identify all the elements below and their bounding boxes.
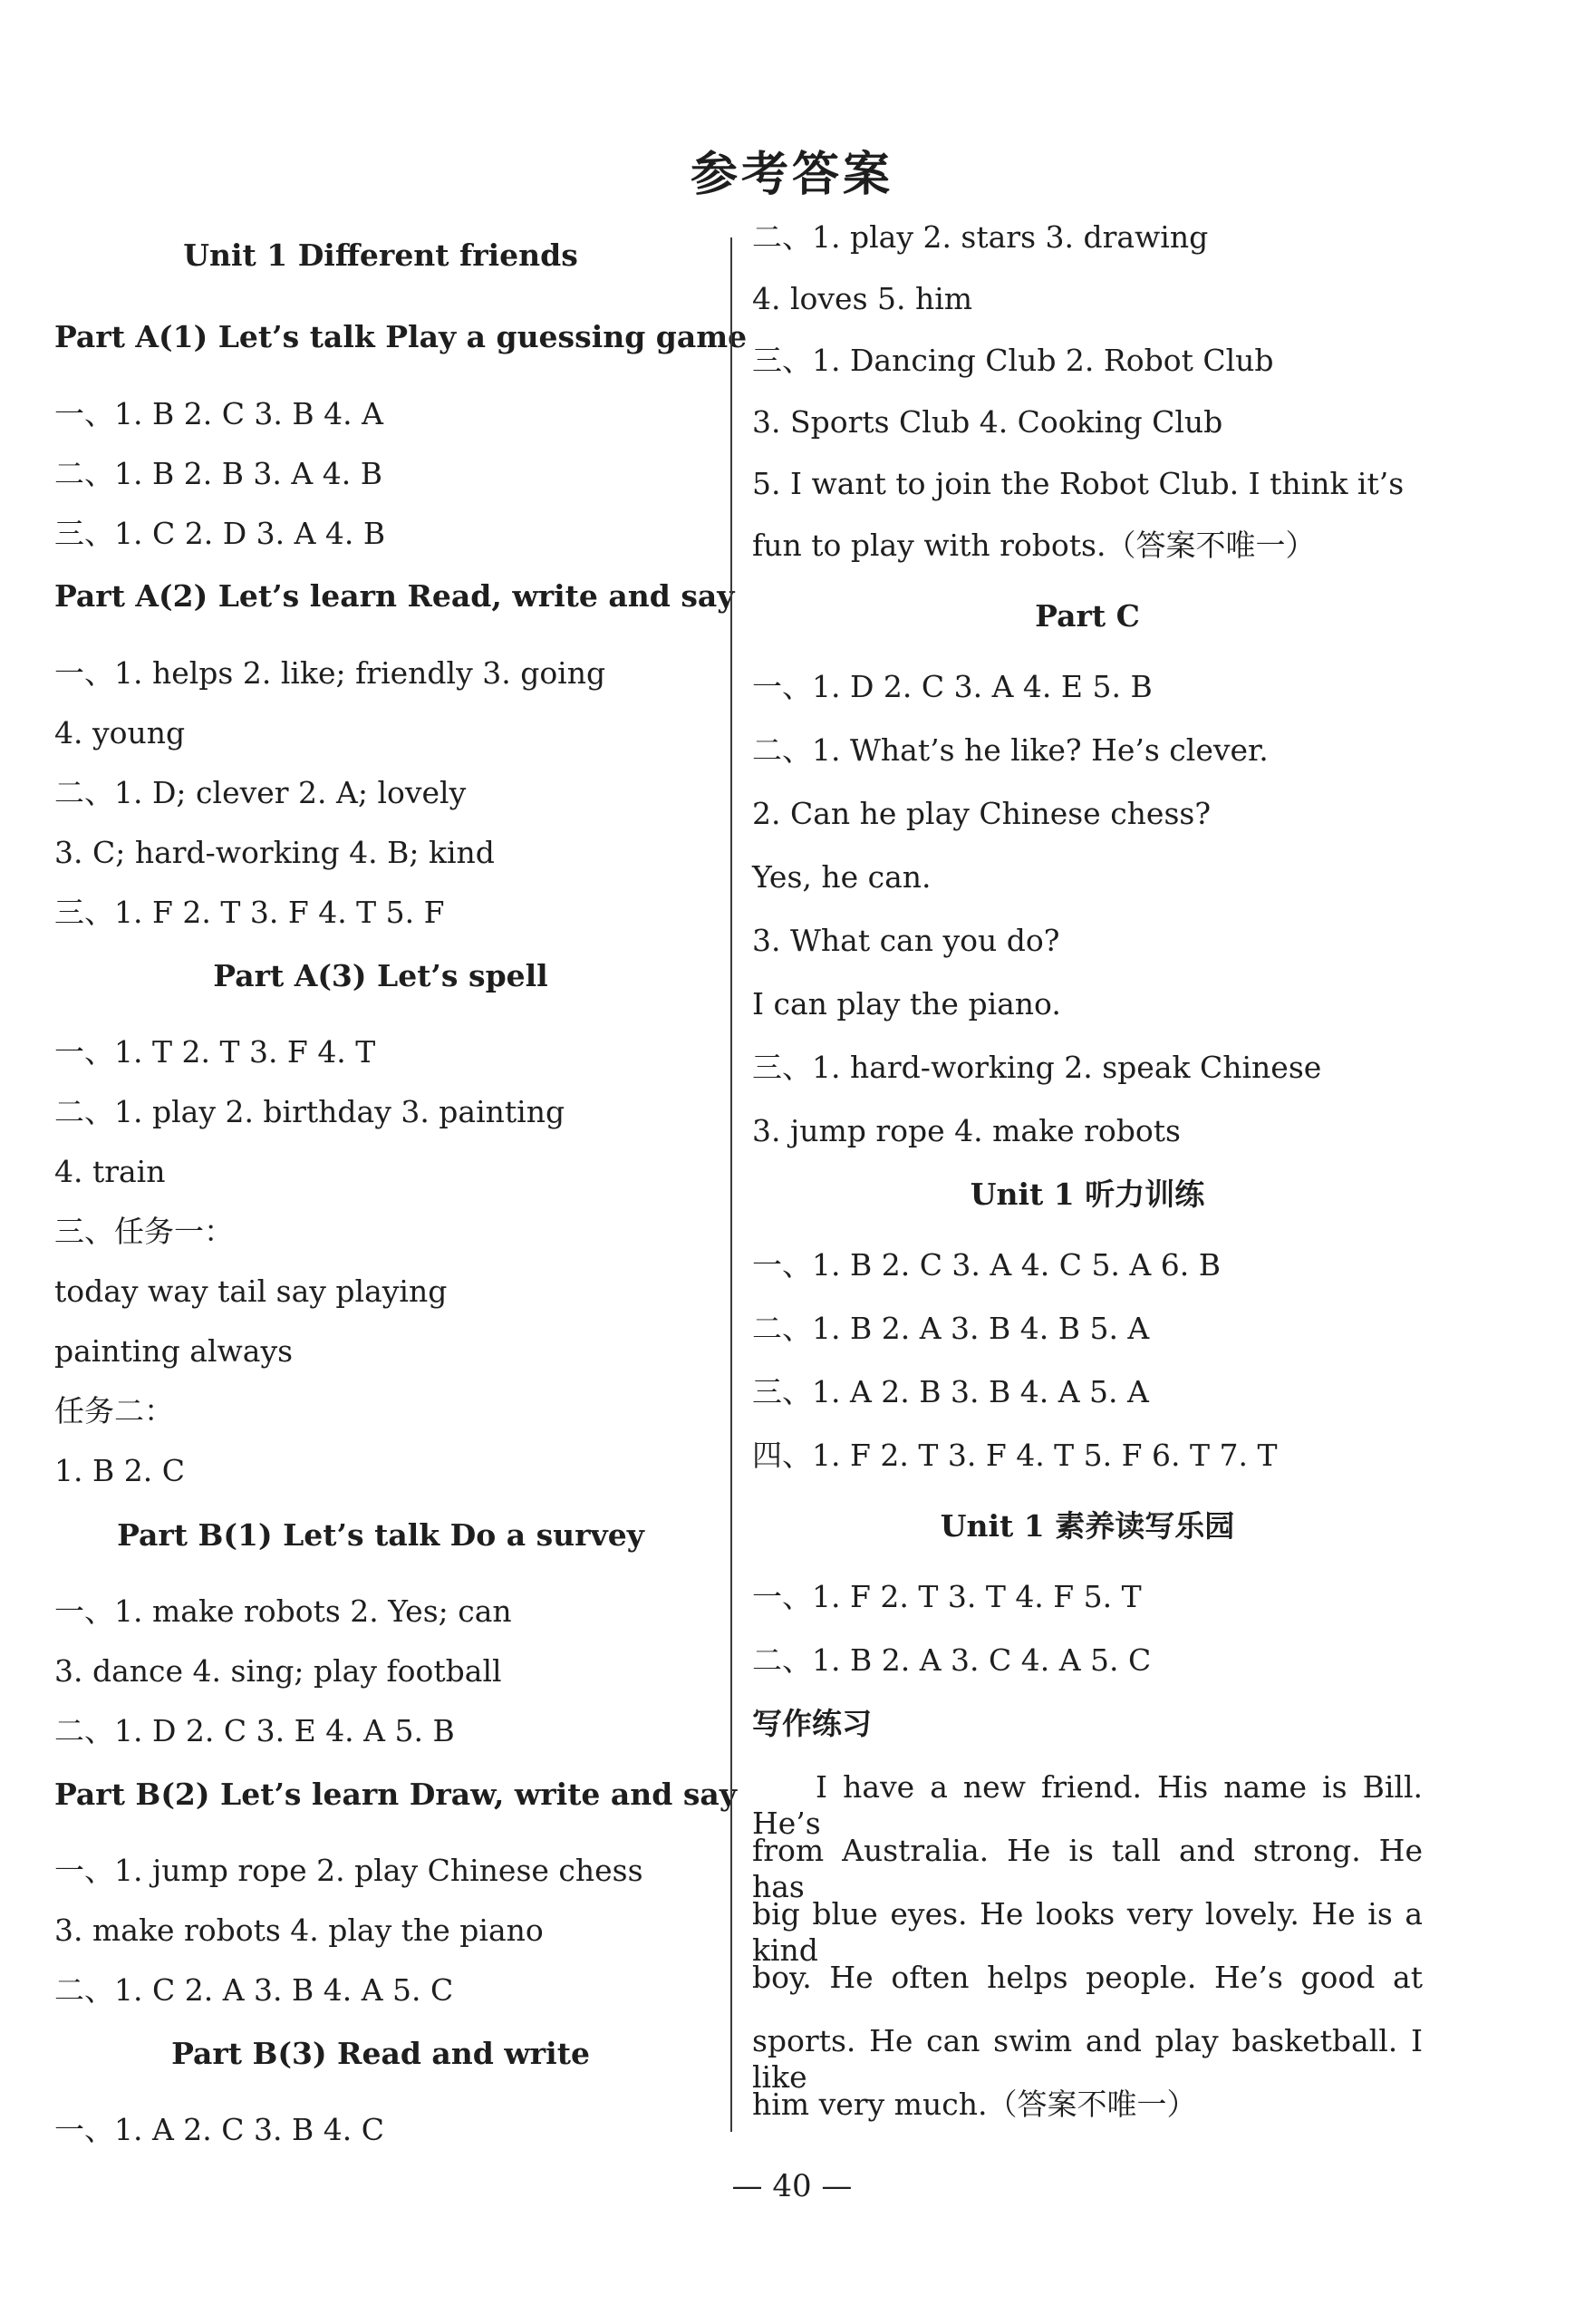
answer-line: 一、1. F 2. T 3. T 4. F 5. T	[752, 1579, 1142, 1614]
answer-line: 二、1. B 2. A 3. C 4. A 5. C	[752, 1642, 1152, 1678]
answer-line: 三、任务一：	[54, 1214, 234, 1249]
answer-line: 1. B 2. C	[54, 1453, 185, 1488]
answer-line: 二、1. D 2. C 3. E 4. A 5. B	[54, 1713, 455, 1748]
answer-line: 一、1. D 2. C 3. A 4. E 5. B	[752, 669, 1153, 704]
answer-line: 一、1. T 2. T 3. F 4. T	[54, 1034, 376, 1070]
answer-line: 3. What can you do?	[752, 923, 1060, 958]
answer-line: 2. Can he play Chinese chess?	[752, 796, 1212, 831]
column-divider	[730, 237, 732, 2132]
answer-line: 5. I want to join the Robot Club. I think it’s	[752, 466, 1405, 501]
answer-line: 二、1. D; clever 2. A; lovely	[54, 775, 467, 810]
answer-line: 一、1. A 2. C 3. B 4. C	[54, 2112, 384, 2147]
section-heading: Part C	[1035, 598, 1140, 634]
answer-line: I have a new friend. His name is Bill. He’s	[752, 1769, 1423, 1841]
answer-line: Yes, he can.	[752, 859, 932, 895]
section-heading: Part A(3) Let’s spell	[213, 958, 548, 993]
answer-line: 4. loves 5. him	[752, 281, 973, 316]
answer-line: 三、1. C 2. D 3. A 4. B	[54, 516, 386, 551]
answer-line: 一、1. jump rope 2. play Chinese chess	[54, 1853, 643, 1888]
answer-line: sports. He can swim and play basketball. I like	[752, 2023, 1423, 2095]
answer-line: 二、1. C 2. A 3. B 4. A 5. C	[54, 1972, 454, 2008]
answer-line: 三、1. hard-working 2. speak Chinese	[752, 1050, 1322, 1085]
answer-line: 二、1. play 2. stars 3. drawing	[752, 219, 1209, 255]
answer-line: 3. dance 4. sing; play football	[54, 1653, 502, 1689]
page-number: — 40 —	[731, 2168, 853, 2204]
answer-line: 一、1. helps 2. like; friendly 3. going	[54, 655, 606, 691]
answer-line: 一、1. B 2. C 3. A 4. C 5. A 6. B	[752, 1247, 1221, 1283]
section-heading: Unit 1 素养读写乐园	[940, 1508, 1235, 1544]
answer-line: 二、1. B 2. A 3. B 4. B 5. A	[752, 1311, 1150, 1346]
answer-line: 一、1. make robots 2. Yes; can	[54, 1593, 512, 1629]
section-heading: Unit 1 听力训练	[970, 1177, 1205, 1212]
section-heading: Part B(3) Read and write	[171, 2036, 590, 2071]
answer-line: 二、1. B 2. B 3. A 4. B	[54, 456, 382, 491]
answer-line: fun to play with robots.（答案不唯一）	[752, 528, 1316, 563]
answer-line: 四、1. F 2. T 3. F 4. T 5. F 6. T 7. T	[752, 1438, 1278, 1473]
section-heading: Unit 1 Different friends	[183, 237, 578, 273]
section-heading: Part B(1) Let’s talk Do a survey	[117, 1517, 644, 1553]
section-heading: Part A(2) Let’s learn Read, write and say	[54, 578, 735, 614]
section-heading: 写作练习	[752, 1706, 872, 1741]
answer-line: today way tail say playing	[54, 1273, 448, 1309]
answer-line: 一、1. B 2. C 3. B 4. A	[54, 396, 383, 431]
answer-line: 三、1. Dancing Club 2. Robot Club	[752, 343, 1274, 378]
answer-line: 4. young	[54, 715, 186, 750]
answer-line: 3. jump rope 4. make robots	[752, 1113, 1181, 1148]
answer-line: 3. Sports Club 4. Cooking Club	[752, 404, 1223, 440]
section-heading: Part A(1) Let’s talk Play a guessing game	[54, 319, 748, 354]
answer-line: him very much.（答案不唯一）	[752, 2087, 1197, 2122]
answer-line: 三、1. A 2. B 3. B 4. A 5. A	[752, 1374, 1149, 1409]
answer-line: I can play the piano.	[752, 986, 1061, 1022]
answer-line: 任务二：	[54, 1393, 174, 1428]
page-title: 参考答案	[690, 148, 893, 202]
answer-line: big blue eyes. He looks very lovely. He is a kind	[752, 1896, 1423, 1968]
answer-line: 4. train	[54, 1154, 166, 1189]
answer-line: 3. make robots 4. play the piano	[54, 1912, 544, 1948]
answer-line: 二、1. What’s he like? He’s clever.	[752, 732, 1269, 768]
answer-line: 三、1. F 2. T 3. F 4. T 5. F	[54, 895, 445, 930]
section-heading: Part B(2) Let’s learn Draw, write and say	[54, 1777, 737, 1812]
answer-line: boy. He often helps people. He’s good at	[752, 1960, 1423, 1995]
answer-line: 二、1. play 2. birthday 3. painting	[54, 1094, 565, 1129]
answer-line: painting always	[54, 1333, 294, 1369]
answer-line: from Australia. He is tall and strong. He has	[752, 1833, 1423, 1904]
answer-line: 3. C; hard-working 4. B; kind	[54, 835, 495, 870]
